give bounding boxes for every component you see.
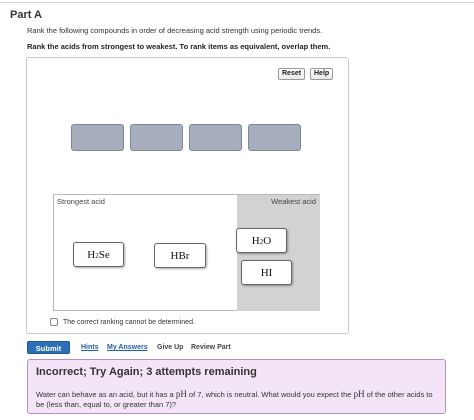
hints-link[interactable]: Hints [81, 344, 99, 351]
feedback-title: Incorrect; Try Again; 3 attempts remaining [36, 366, 257, 378]
cannot-determine-option[interactable] [50, 318, 195, 326]
compound-h2o-h: H [251, 234, 260, 247]
review-part-link[interactable]: Review Part [191, 344, 231, 351]
feedback-text-3: of the other acids to be (less than, equal to, or greater than 7)? [36, 390, 433, 409]
cannot-determine-checkbox[interactable] [50, 318, 58, 326]
ph-symbol: pH [353, 389, 365, 399]
empty-slot[interactable] [130, 124, 183, 151]
ph-symbol: pH [175, 389, 187, 399]
my-answers-link[interactable]: My Answers [107, 344, 148, 351]
feedback-message [36, 389, 441, 410]
instruction-text: Rank the following compounds in order of decreasing acid strength using periodic trends. [27, 26, 323, 35]
cannot-determine-label: The correct ranking cannot be determined. [63, 318, 195, 326]
compound-h2se[interactable] [73, 242, 124, 267]
compound-h2o[interactable] [236, 228, 287, 253]
compound-h2se-subscript: 2 [95, 251, 99, 260]
compound-hi[interactable] [241, 260, 292, 285]
ranking-workspace [26, 57, 349, 334]
reset-button[interactable]: Reset [278, 68, 305, 80]
help-button[interactable]: Help [310, 68, 333, 80]
submit-button[interactable]: Submit [27, 341, 70, 354]
compound-h2se-h: H [87, 248, 96, 261]
top-divider [0, 2, 474, 3]
give-up-link[interactable]: Give Up [157, 344, 184, 351]
feedback-text-1: Water can behave as an acid, but it has a [36, 390, 176, 399]
compound-hbr-label: HBr [170, 249, 190, 262]
compound-h2se-se: Se [98, 248, 110, 261]
weakest-column [237, 195, 320, 311]
empty-slot[interactable] [71, 124, 124, 151]
empty-slot[interactable] [189, 124, 242, 151]
compound-h2o-subscript: 2 [259, 237, 264, 246]
part-title: Part A [10, 9, 42, 21]
feedback-panel [27, 359, 446, 414]
compound-hbr[interactable] [154, 243, 206, 268]
compound-h2o-o: O [263, 234, 272, 247]
weakest-acid-label: Weakest acid [271, 197, 316, 206]
ranking-drop-zone[interactable] [53, 194, 320, 311]
ranking-instruction: Rank the acids from strongest to weakest. To rank items as equivalent, overlap them. [27, 42, 331, 51]
strongest-acid-label: Strongest acid [57, 197, 105, 206]
feedback-text-2: of 7, which is neutral. What would you expect the [186, 390, 354, 399]
compound-hi-label: HI [260, 266, 273, 279]
empty-slot[interactable] [248, 124, 301, 151]
